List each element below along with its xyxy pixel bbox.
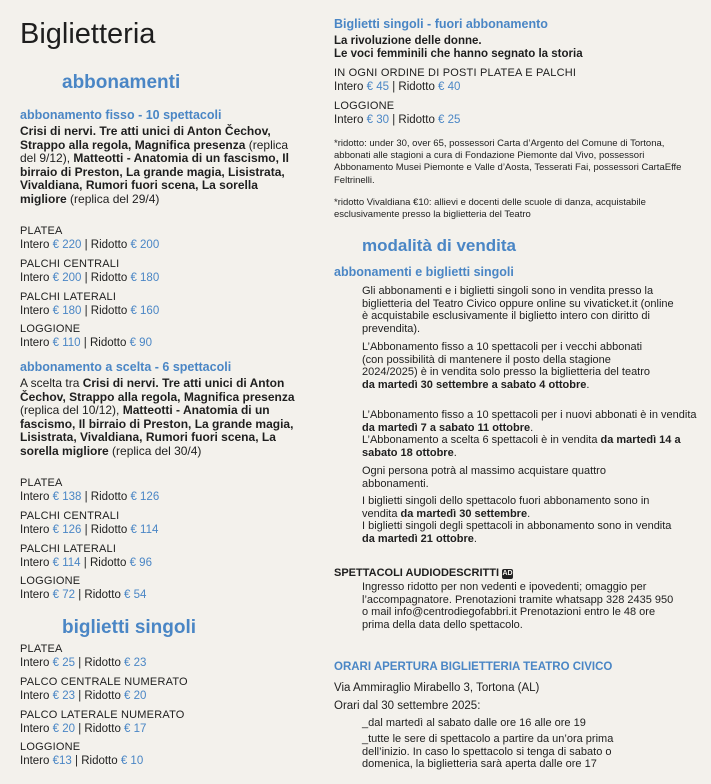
price-label: PLATEA [20,643,63,655]
page-title: Biglietteria [20,18,156,50]
ridotto-label: Ridotto [90,491,128,503]
price-label: PALCHI LATERALI [20,543,117,555]
intero-label: Intero [20,305,50,317]
audiodescritti-text: Ingresso ridotto per non vedenti e ipovedenti; omaggio per l’accompagnatore. Prenotazioni tramite whatsapp 328 2435 950 o mail info@centrodiegofabbri.it Prenotazioni entro le 48 ore prima della data dello spettacolo. [362,581,674,631]
ridotto-note: *ridotto: under 30, over 65, possessori Carta d’Argento del Comune di Tortona, abbonati alle stagioni a cura di Fondazione Piemonte dal Vivo, possessori Abbonamento Musei Piemonte e Valle d’Aosta, Tesserati Fai, possessori CartaEffe Feltrinelli. [334,138,682,186]
vendita-paragraph-5 [362,495,672,545]
audiodescritti-title-text: SPETTACOLI AUDIODESCRITTI [334,567,499,579]
ridotto-label: Ridotto [84,723,121,735]
abbonamento-scelta-title: abbonamento a scelta - 6 spettacoli [20,360,232,374]
audio-description-icon: AD [502,570,513,577]
price-label: PALCHI CENTRALI [20,258,120,270]
abbonamenti-heading: abbonamenti [62,72,181,93]
price-label: LOGGIONE [334,100,395,112]
separator: | [80,337,90,349]
ridotto-value: € 126 [130,491,160,503]
separator: | [81,239,91,251]
p3-date-2: da martedì 14 a sabato 18 ottobre [362,434,681,459]
p5-text-2: I biglietti singoli degli spettacoli in abbonamento sono in vendita [362,520,672,533]
intero-label: Intero [20,723,50,735]
intero-value: € 200 [52,272,82,284]
ridotto-value: € 25 [438,114,461,126]
separator: | [81,491,91,503]
price-label: PLATEA [20,225,63,237]
vendita-paragraph-4: Ogni persona potrà al massimo acquistare quattro abbonamenti. [362,465,606,490]
ridotto-value: € 96 [129,557,152,569]
ridotto-value: € 90 [129,337,152,349]
intero-value: € 30 [366,114,390,126]
orari-line-1: _dal martedì al sabato dalle ore 16 alle ore 19 [362,717,586,729]
p5-end: . [527,507,531,520]
intero-label: Intero [20,589,50,601]
price-row [20,491,159,503]
modalita-vendita-heading: modalità di vendita [362,236,516,255]
intero-label: Intero [20,337,50,349]
ridotto-label: Ridotto [84,657,121,669]
ridotto-vivaldiana-note: *ridotto Vivaldiana €10: allievi e docenti delle scuole di danza, acquistabile esclusivamente presso la biglietteria del Teatro [334,197,646,221]
price-label: PALCHI LATERALI [20,291,117,303]
intero-value: € 110 [52,337,81,349]
separator: | [389,114,399,126]
ridotto-value: € 200 [130,239,160,251]
ridotto-value: € 23 [124,657,147,669]
audiodescritti-title [334,567,513,579]
price-row [20,272,159,284]
p5-date: da martedì 30 settembre [400,507,528,520]
intero-label: Intero [20,239,50,251]
intero-value: € 20 [52,723,76,735]
fisso-desc-bold1: Crisi di nervi. Tre atti unici di Anton Čechov, Strappo alla regola, Magnifica presenza [20,124,271,152]
intero-label: Intero [20,272,50,284]
scelta-desc-bold1: Crisi di nervi. Tre atti unici di Anton Čechov, Strappo alla regola, Magnifica presenza [20,376,295,404]
ridotto-label: Ridotto [84,589,121,601]
scelta-desc-norm1: (replica del 10/12), [20,403,123,418]
vendita-subheading: abbonamenti e biglietti singoli [334,265,514,279]
ridotto-label: Ridotto [90,524,128,536]
p3-end-2: . [453,446,457,459]
intero-label: Intero [334,114,364,126]
separator: | [81,524,91,536]
price-row [20,239,159,251]
p2-end: . [586,378,590,391]
intero-value: € 126 [52,524,82,536]
ridotto-value: € 20 [124,690,147,702]
ridotto-label: Ridotto [398,81,435,93]
separator: | [389,81,399,93]
price-label: PALCHI CENTRALI [20,510,120,522]
ridotto-label: Ridotto [89,557,127,569]
ridotto-value: € 160 [130,305,160,317]
intero-label: Intero [20,491,50,503]
vendita-paragraph-1: Gli abbonamenti e i biglietti singoli sono in vendita presso la biglietteria del Teatro Civico oppure online su vivaticket.it (online è acquistabile esclusivamente il biglietto intero con diritto di prevendita). [362,285,674,335]
price-label: PALCO LATERALE NUMERATO [20,709,185,721]
separator: | [81,272,91,284]
orari-line-2: _tutte le sere di spettacolo a partire da un’ora prima dell’inizio. In caso lo spettacolo si tenga di sabato o domenica, la biglietteria sarà aperta dalle ore 17 [362,733,614,771]
price-row [334,114,460,126]
intero-label: Intero [20,524,50,536]
price-label: PLATEA [20,477,63,489]
price-row [20,524,158,536]
ridotto-label: Ridotto [90,305,128,317]
p5-date-2: da martedì 21 ottobre [362,532,474,545]
price-label: LOGGIONE [20,741,81,753]
ridotto-label: Ridotto [398,114,435,126]
intero-value: € 25 [52,657,76,669]
separator: | [75,690,85,702]
separator: | [81,305,91,317]
intero-value: € 45 [366,81,390,93]
price-label: IN OGNI ORDINE DI POSTI PLATEA E PALCHI [334,67,577,79]
p2-date: da martedì 30 settembre a sabato 4 ottobre [362,378,587,391]
ridotto-value: € 40 [438,81,461,93]
ridotto-label: Ridotto [89,337,127,349]
intero-value: € 23 [52,690,76,702]
fisso-desc-norm2: (replica del 29/4) [66,191,160,206]
scelta-desc-norm2: (replica del 30/4) [108,443,202,458]
ridotto-value: € 10 [120,755,144,767]
abbonamento-scelta-description [20,377,302,459]
orari-from: Orari dal 30 settembre 2025: [334,700,481,712]
ridotto-label: Ridotto [84,690,121,702]
price-row [20,690,146,702]
p5-text: I biglietti singoli dello spettacolo fuori abbonamento sono in vendita [362,495,650,520]
ridotto-value: € 17 [124,723,147,735]
price-label: LOGGIONE [20,575,81,587]
ridotto-value: € 54 [124,589,147,601]
fisso-desc-norm1: (replica del 9/12), [20,137,289,166]
orari-title: ORARI APERTURA BIGLIETTERIA TEATRO CIVICO [334,661,613,673]
p3-end: . [530,421,534,434]
ridotto-label: Ridotto [90,239,128,251]
p2-text: L’Abbonamento fisso a 10 spettacoli per i vecchi abbonati (con possibilità di mantenere il posto della stagione 2024/2025) è in vendita solo presso la biglietteria del teatro [362,341,651,379]
biglietti-singoli-heading: biglietti singoli [62,617,197,638]
abbonamento-fisso-description [20,125,302,207]
abbonamento-fisso-title: abbonamento fisso - 10 spettacoli [20,108,222,122]
intero-label: Intero [20,557,50,569]
fuori-abbonamento-title: Biglietti singoli - fuori abbonamento [334,17,548,31]
price-row [20,755,143,767]
ridotto-value: € 180 [130,272,160,284]
intero-value: € 72 [52,589,76,601]
show-title-line1: La rivoluzione delle donne. [334,35,482,47]
intero-value: € 138 [52,491,82,503]
intero-label: Intero [20,690,50,702]
price-row [20,305,159,317]
intero-label: Intero [20,755,50,767]
intero-value: € 180 [52,305,82,317]
price-row [20,557,152,569]
vendita-paragraph-3 [362,409,707,459]
intero-value: € 114 [52,557,81,569]
fisso-desc-bold2: Matteotti - Anatomia di un fascismo, Il birraio di Preston, La grande magia, Lisistrata, Vivaldiana, Rumori fuori scena, La sorella migliore [20,151,289,206]
separator: | [75,589,85,601]
ridotto-value: € 114 [130,524,159,536]
show-title-line2: Le voci femminili che hanno segnato la storia [334,48,583,60]
intero-label: Intero [20,657,50,669]
scelta-desc-bold2: Matteotti - Anatomia di un fascismo, Il birraio di Preston, La grande magia, Lisistrata, Vivaldiana, Rumori fuori scena, La sorella migliore [20,403,294,458]
separator: | [71,755,82,767]
p5-end-2: . [473,532,477,545]
ridotto-label: Ridotto [90,272,128,284]
p3-text: L’Abbonamento fisso a 10 spettacoli per i nuovi abbonati è in vendita [362,409,697,421]
p3-date: da martedì 7 a sabato 11 ottobre [362,421,531,434]
separator: | [75,723,85,735]
scelta-desc-norm0: A scelta tra [20,376,83,390]
price-row [20,723,146,735]
ridotto-label: Ridotto [81,755,118,767]
price-row [20,589,146,601]
price-row [20,657,146,669]
intero-label: Intero [334,81,364,93]
p3-text-2: L’Abbonamento a scelta 6 spettacoli è in vendita [362,434,601,447]
separator: | [75,657,85,669]
orari-address: Via Ammiraglio Mirabello 3, Tortona (AL) [334,682,540,694]
intero-value: €13 [52,755,72,767]
price-row [20,337,152,349]
price-label: LOGGIONE [20,323,81,335]
price-label: PALCO CENTRALE NUMERATO [20,676,188,688]
intero-value: € 220 [52,239,82,251]
price-row [334,81,460,93]
separator: | [80,557,90,569]
vendita-paragraph-2 [362,341,662,391]
